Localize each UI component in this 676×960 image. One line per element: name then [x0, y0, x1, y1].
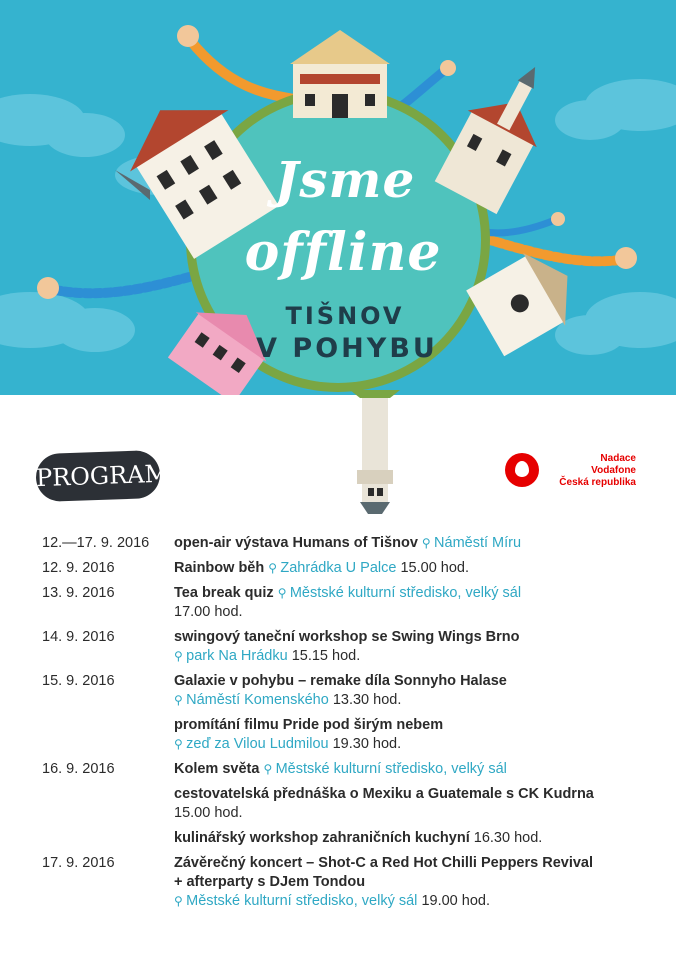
- event-place: park Na Hrádku: [186, 648, 288, 664]
- title-line-2: offline: [244, 222, 442, 283]
- schedule-row: [42, 672, 642, 754]
- event-title: Kolem světa: [174, 761, 260, 777]
- event-place: Náměstí Míru: [434, 535, 522, 551]
- sponsor-line: Nadace: [600, 453, 636, 464]
- event-entry: [174, 716, 642, 754]
- event-entry: [174, 672, 642, 710]
- event-place: Městské kulturní středisko, velký sál: [289, 585, 522, 601]
- schedule-row: [42, 628, 642, 666]
- schedule-row: [42, 854, 642, 911]
- schedule-date: 14. 9. 2016: [42, 629, 115, 645]
- schedule-events: [174, 760, 642, 848]
- event-title: kulinářský workshop zahraničních kuchyní: [174, 830, 470, 846]
- location-pin-icon: ⚲: [174, 737, 187, 751]
- event-place: Městské kulturní středisko, velký sál: [186, 893, 418, 909]
- event-place: Městské kulturní středisko, velký sál: [275, 761, 507, 777]
- schedule-events: [174, 854, 642, 911]
- schedule-events: [174, 672, 642, 754]
- event-time: 16.30 hod.: [473, 830, 543, 846]
- event-title: Galaxie v pohybu – remake díla Sonnyho Halase: [174, 673, 507, 689]
- schedule-row: [42, 534, 642, 553]
- event-entry: [174, 628, 642, 666]
- location-pin-icon: ⚲: [268, 561, 281, 575]
- program-badge: PROGRAM: [35, 450, 161, 502]
- event-title: Tea break quiz: [174, 585, 274, 601]
- schedule-row: [42, 584, 642, 622]
- location-pin-icon: ⚲: [174, 693, 187, 707]
- event-entry: [174, 854, 642, 911]
- subtitle-line-2: V POHYBU: [256, 333, 438, 364]
- schedule-row: [42, 559, 642, 578]
- event-entry: [174, 584, 642, 622]
- schedule-events: [174, 559, 642, 578]
- event-place: zeď za Vilou Ludmilou: [186, 736, 329, 752]
- schedule-events: [174, 534, 642, 553]
- event-title: open-air výstava Humans of Tišnov: [174, 535, 418, 551]
- schedule-date: 16. 9. 2016: [42, 761, 115, 777]
- location-pin-icon: ⚲: [277, 586, 290, 600]
- event-time: 15.00 hod.: [174, 805, 243, 821]
- title-line-1: Jsme: [274, 150, 416, 209]
- event-time: 15.15 hod.: [291, 648, 361, 664]
- event-entry: [174, 559, 642, 578]
- event-entry: [174, 785, 642, 823]
- sponsor-line: Česká republika: [559, 477, 636, 488]
- schedule-date: 12. 9. 2016: [42, 560, 115, 576]
- event-time: 15.00 hod.: [400, 560, 470, 576]
- event-title: swingový taneční workshop se Swing Wings Brno: [174, 629, 520, 645]
- location-pin-icon: ⚲: [263, 762, 276, 776]
- schedule-date: 15. 9. 2016: [42, 673, 115, 689]
- location-pin-icon: ⚲: [421, 536, 435, 550]
- event-title-cont: + afterparty s DJem Tondou: [174, 874, 366, 890]
- schedule-events: [174, 628, 642, 666]
- schedule-row: [42, 760, 642, 848]
- schedule-date: 12.—17. 9. 2016: [42, 535, 150, 551]
- schedule-events: [174, 584, 642, 622]
- tower-illustration: [340, 390, 420, 520]
- event-time: 13.30 hod.: [332, 692, 402, 708]
- program-schedule: [42, 534, 642, 917]
- event-title: Rainbow běh: [174, 560, 265, 576]
- event-place: Zahrádka U Palce: [280, 560, 397, 576]
- event-place: Náměstí Komenského: [186, 692, 329, 708]
- event-entry: [174, 534, 642, 553]
- location-pin-icon: ⚲: [174, 649, 187, 663]
- sponsor-name: [545, 453, 636, 489]
- subtitle-line-1: TIŠNOV: [285, 302, 405, 330]
- hero-illustration: [0, 0, 676, 395]
- sponsor-line: Vodafone: [591, 465, 636, 476]
- event-entry: [174, 760, 642, 779]
- event-title: cestovatelská přednáška o Mexiku a Guatemale s CK Kudrna: [174, 786, 594, 802]
- schedule-date: 17. 9. 2016: [42, 855, 115, 871]
- vodafone-logo: [505, 453, 539, 487]
- event-title: promítání filmu Pride pod širým nebem: [174, 717, 444, 733]
- event-title: Závěrečný koncert – Shot-C a Red Hot Chilli Peppers Revival: [174, 855, 594, 871]
- event-entry: [174, 829, 642, 848]
- location-pin-icon: ⚲: [174, 894, 187, 908]
- event-time: 19.30 hod.: [332, 736, 402, 752]
- event-time: 17.00 hod.: [174, 604, 243, 620]
- event-time: 19.00 hod.: [421, 893, 490, 909]
- schedule-date: 13. 9. 2016: [42, 585, 115, 601]
